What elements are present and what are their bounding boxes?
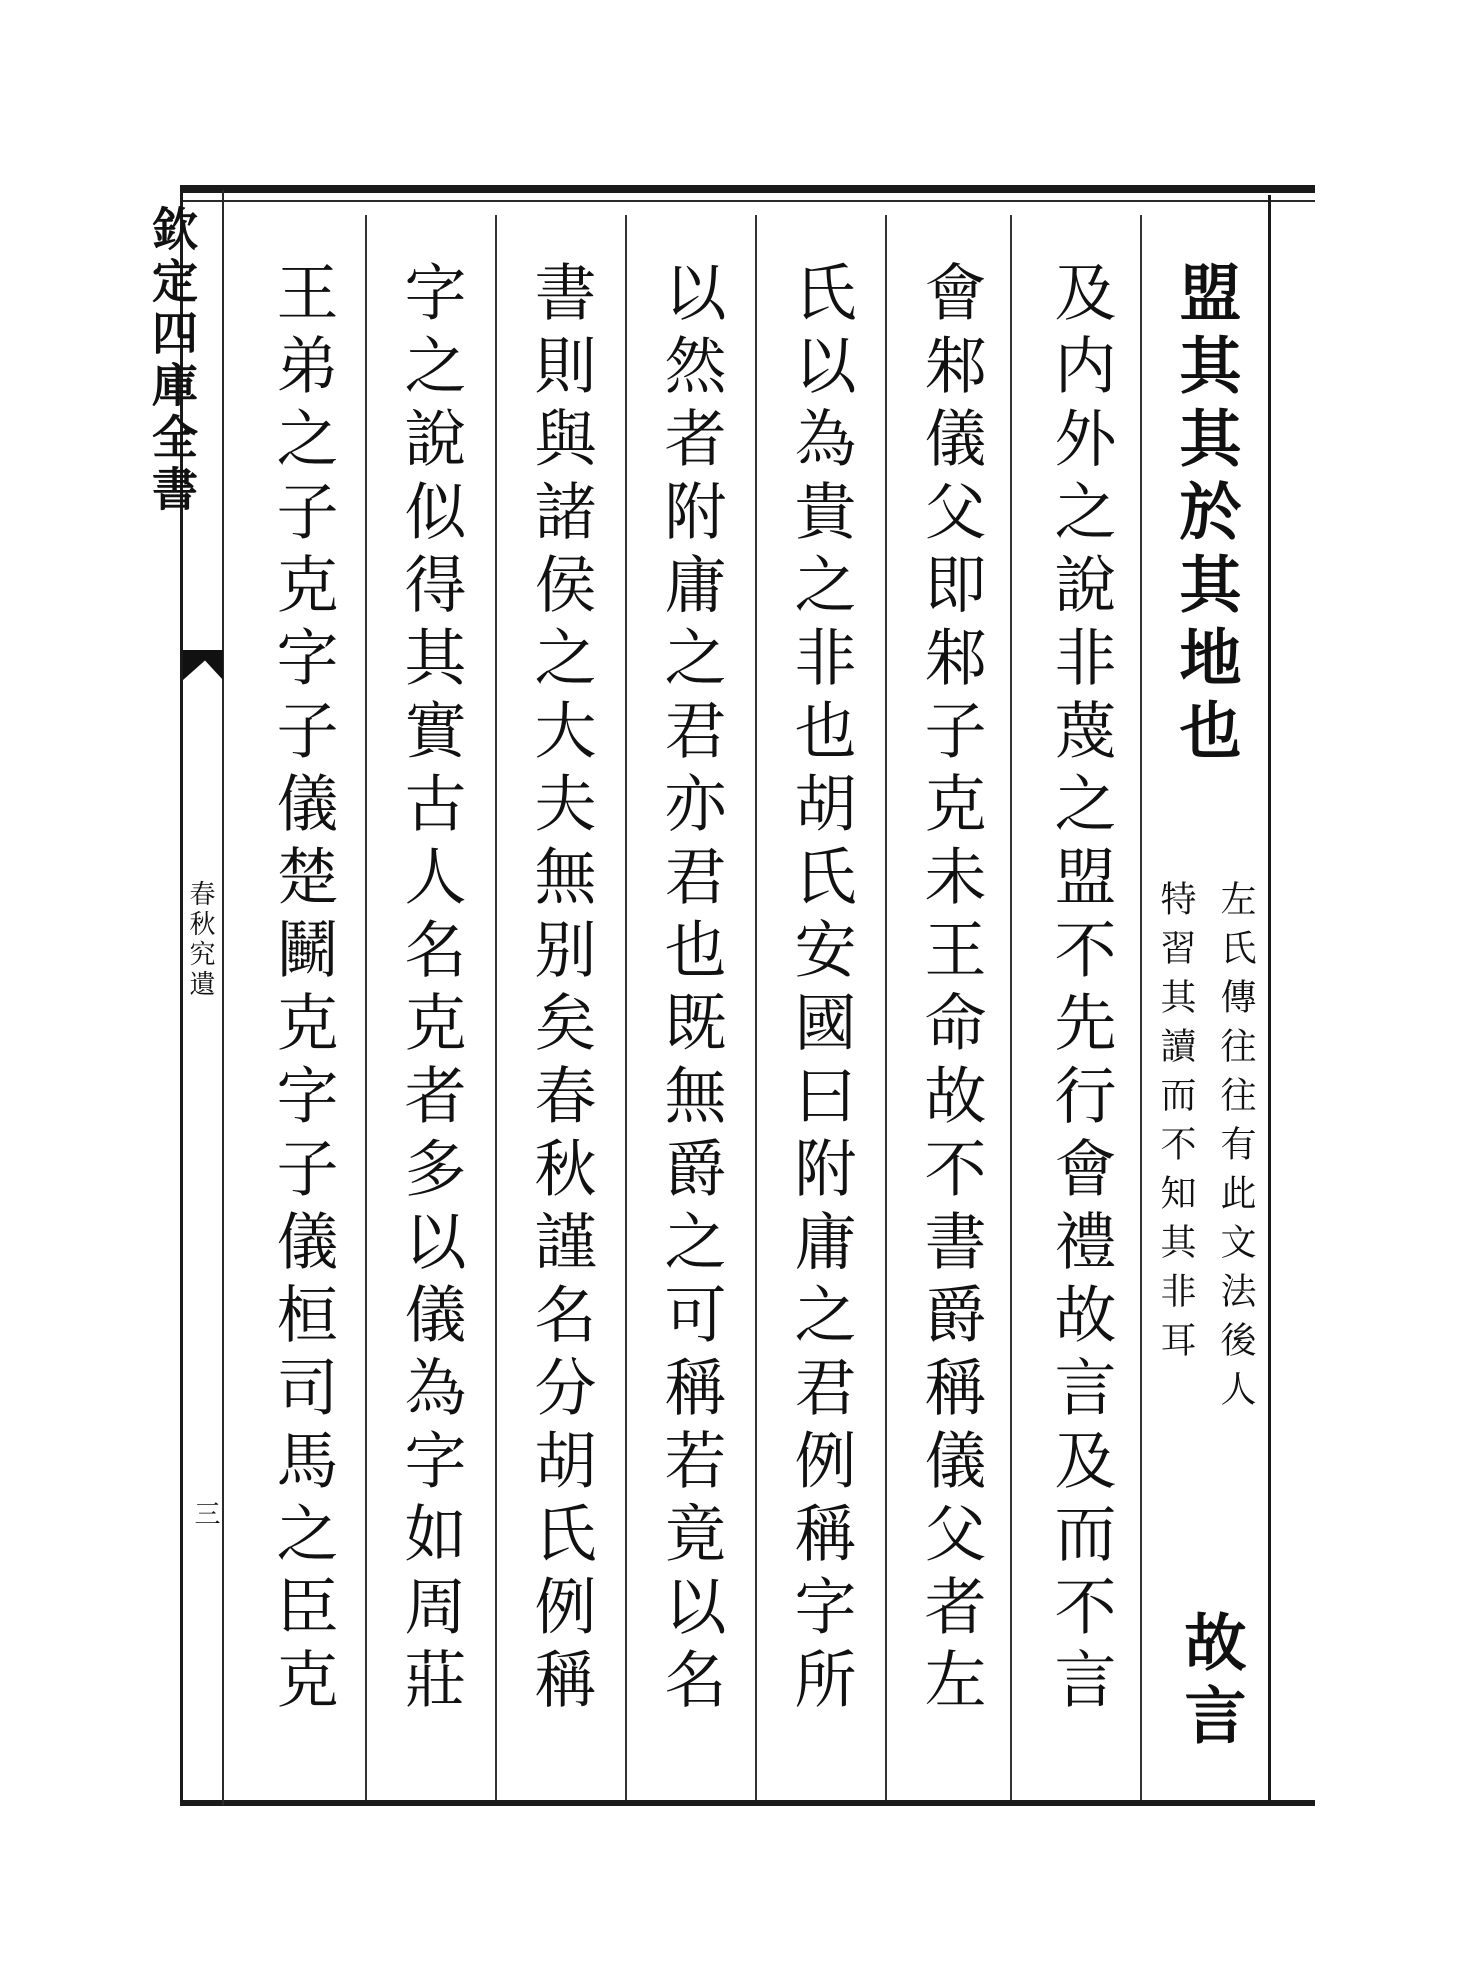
frame-top-inner-border [180,200,1315,202]
text-column-1: 盟其其於其地也 [1169,260,1242,771]
column-divider [1010,215,1012,1800]
fish-tail-mark-icon [183,650,223,680]
book-title: 春秋究遺 [185,880,215,1000]
text-column-4: 氏以為貴之非也胡氏安國曰附庸之君例稱字所 [784,260,857,1720]
text-column-1-tail: 故言 [1174,1610,1247,1756]
text-column-8: 王弟之子克字子儀楚鬭克字子儀桓司馬之臣克 [266,260,339,1720]
commentary-right: 左氏傳往往有此文法後人 [1215,880,1256,1419]
frame-right-border [1268,195,1271,1805]
column-divider [885,215,887,1800]
text-column-5: 以然者附庸之君亦君也既無爵之可稱若竟以名 [654,260,727,1720]
commentary-left: 特習其讀而不知其非耳 [1155,880,1196,1370]
page-number: 三 [190,1500,220,1526]
text-column-7: 字之說似得其實古人名克者多以儀為字如周莊 [394,260,467,1720]
column-divider [495,215,497,1800]
column-divider [365,215,367,1800]
column-divider [755,215,757,1800]
column-divider [625,215,627,1800]
frame-bottom-border [180,1800,1315,1806]
text-column-6: 書則與諸侯之大夫無别矣春秋謹名分胡氏例稱 [524,260,597,1720]
series-title: 欽定四庫全書 [145,205,199,517]
text-column-2: 及内外之說非蔑之盟不先行會禮故言及而不言 [1044,260,1117,1720]
frame-top-border [180,185,1315,193]
column-divider [1140,215,1142,1800]
frame-spine-border [222,190,224,1805]
text-column-3: 會邾儀父即邾子克未王命故不書爵稱儀父者左 [914,260,987,1720]
